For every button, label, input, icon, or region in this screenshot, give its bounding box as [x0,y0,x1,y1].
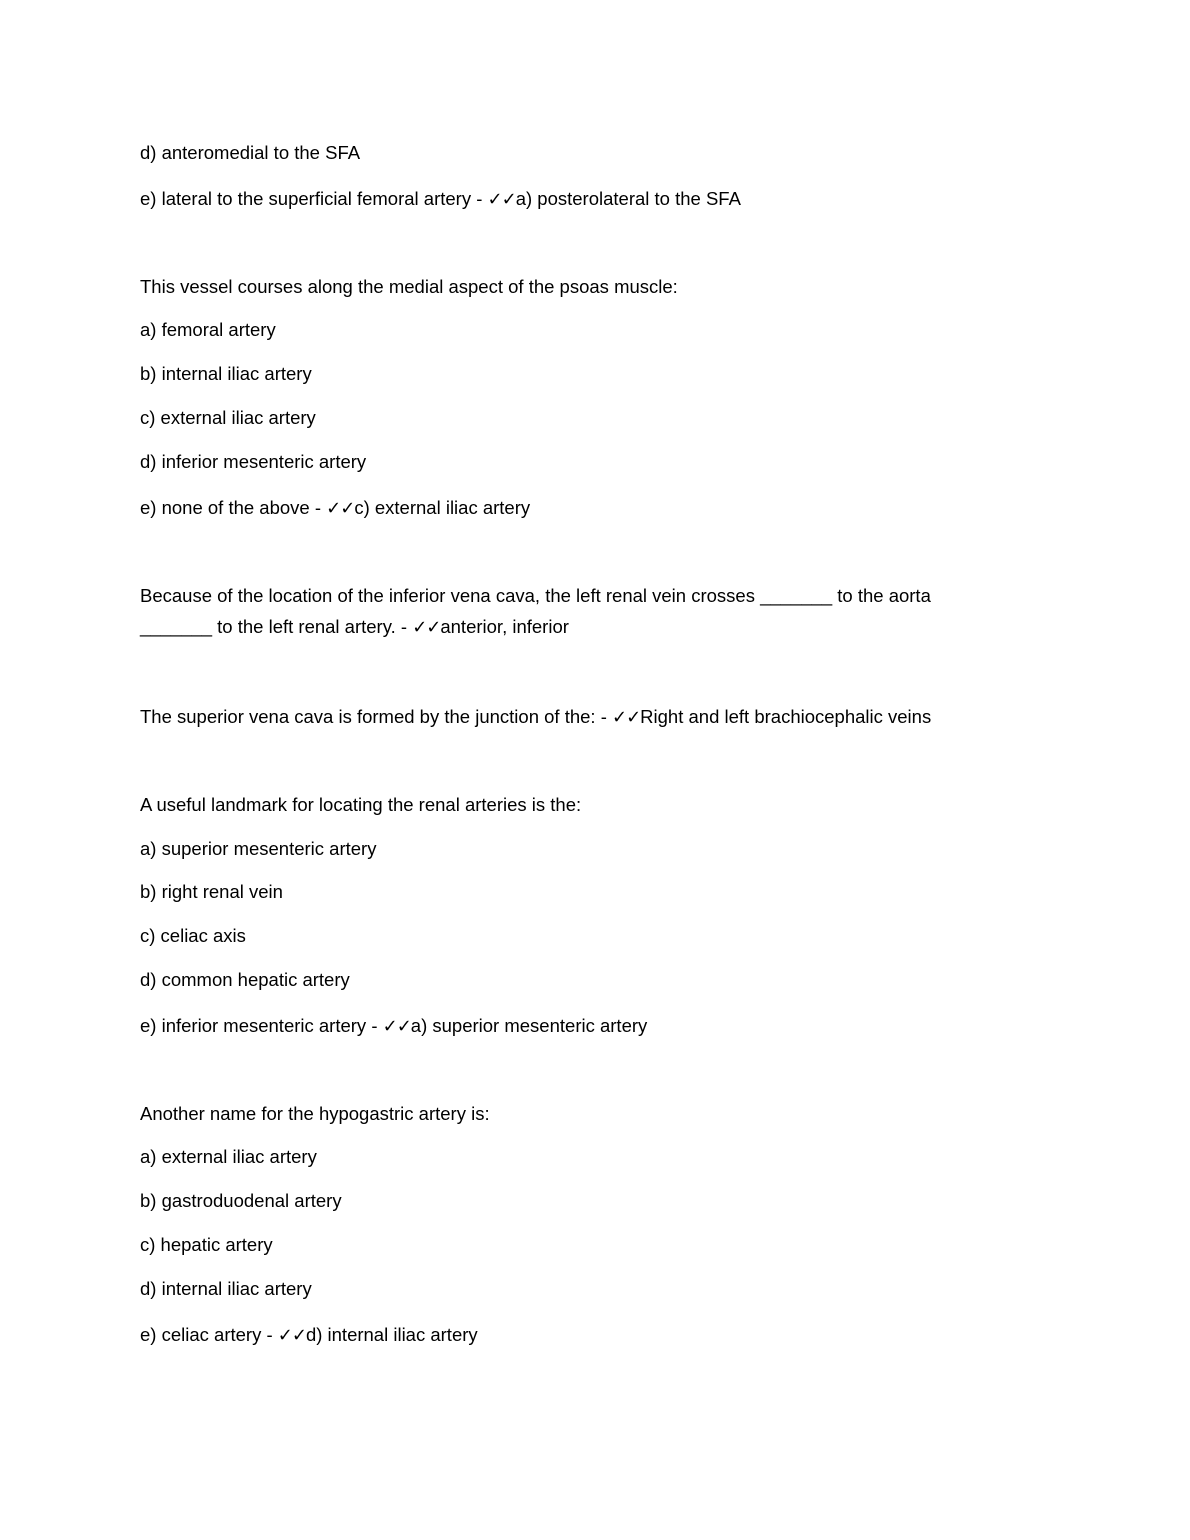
option-text: b) right renal vein [140,881,283,902]
answer-text: anterior, inferior [440,616,569,637]
double-check-icon: ✓✓ [382,1016,411,1037]
double-check-icon: ✓✓ [326,498,355,519]
option-text: b) gastroduodenal artery [140,1190,342,1211]
answer-text: a) posterolateral to the SFA [515,188,741,209]
option-text: a) external iliac artery [140,1146,317,1167]
option-text: c) celiac axis [140,925,246,946]
double-check-icon: ✓✓ [412,617,441,638]
answer-line [140,187,741,212]
option-text: e) none of the above - [140,497,327,518]
answer-line [140,1014,647,1039]
option-text: d) anteromedial to the SFA [140,142,361,163]
option-line [140,1233,273,1257]
question-text-span: The superior vena cava is formed by the junction of the: - [140,706,612,727]
double-check-icon: ✓✓ [487,189,516,210]
option-line [140,880,283,904]
option-line [140,450,366,474]
question-text [140,1102,490,1126]
option-line [140,924,246,948]
option-text: d) internal iliac artery [140,1278,312,1299]
option-line [140,1189,342,1213]
answer-text: Right and left brachiocephalic veins [640,706,932,727]
answer-text: c) external iliac artery [354,497,531,518]
question-text [140,793,581,817]
answer-line [140,1323,478,1348]
option-text: a) femoral artery [140,319,276,340]
option-text: e) celiac artery - [140,1324,278,1345]
option-line [140,141,360,165]
option-text: e) inferior mesenteric artery - [140,1015,383,1036]
option-line [140,362,312,386]
question-text-span: A useful landmark for locating the renal arteries is the: [140,794,582,815]
answer-text: d) internal iliac artery [305,1324,478,1345]
option-line [140,968,350,992]
question-text-span: _______ to the left renal artery. - [140,616,413,637]
option-line [140,406,316,430]
answer-line [140,496,530,521]
answer-line [140,705,931,730]
double-check-icon: ✓✓ [277,1325,306,1346]
double-check-icon: ✓✓ [612,707,641,728]
option-text: d) inferior mesenteric artery [140,451,367,472]
answer-line [140,615,569,640]
question-text [140,275,678,299]
option-text: e) lateral to the superficial femoral artery - [140,188,488,209]
option-line [140,837,376,861]
option-text: c) external iliac artery [140,407,316,428]
question-text-span: Because of the location of the inferior vena cava, the left renal vein crosses _______ to the aorta [140,585,931,606]
answer-text: a) superior mesenteric artery [410,1015,648,1036]
option-text: a) superior mesenteric artery [140,838,377,859]
option-text: b) internal iliac artery [140,363,312,384]
option-line [140,318,276,342]
question-text-span: Another name for the hypogastric artery is: [140,1103,490,1124]
option-line [140,1145,317,1169]
question-text [140,584,931,608]
option-text: d) common hepatic artery [140,969,350,990]
question-text-span: This vessel courses along the medial aspect of the psoas muscle: [140,276,678,297]
option-line [140,1277,312,1301]
option-text: c) hepatic artery [140,1234,273,1255]
